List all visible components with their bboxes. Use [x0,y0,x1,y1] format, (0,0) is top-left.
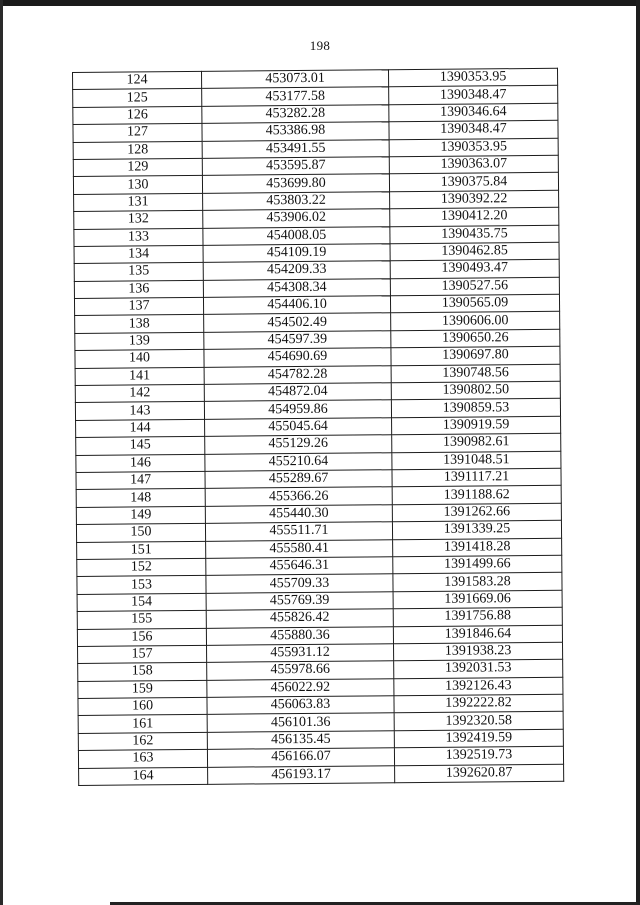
point-number-cell: 147 [76,471,205,490]
point-number-cell: 148 [76,489,205,508]
point-number-cell: 136 [74,280,203,299]
x-coordinate-cell: 455826.42 [206,609,393,628]
point-number-cell: 146 [76,454,205,473]
x-coordinate-cell: 455880.36 [206,626,393,645]
point-number-cell: 141 [75,367,204,386]
x-coordinate-cell: 453073.01 [201,70,388,89]
y-coordinate-cell: 1391117.21 [392,468,561,487]
y-coordinate-cell: 1390606.00 [391,312,560,331]
y-coordinate-cell: 1390392.22 [390,190,559,209]
point-number-cell: 153 [77,576,206,595]
y-coordinate-cell: 1392031.53 [394,660,563,679]
point-number-cell: 144 [76,419,205,438]
y-coordinate-cell: 1390363.07 [389,155,558,174]
point-number-cell: 156 [77,628,206,647]
x-coordinate-cell: 454502.49 [204,313,391,332]
y-coordinate-cell: 1390346.64 [389,103,558,122]
x-coordinate-cell: 454109.19 [203,244,390,263]
point-number-cell: 162 [78,732,207,751]
y-coordinate-cell: 1391188.62 [392,486,561,505]
point-number-cell: 126 [73,106,202,125]
x-coordinate-cell: 453386.98 [202,122,389,141]
y-coordinate-cell: 1392620.87 [395,764,564,783]
point-number-cell: 124 [73,71,202,90]
point-number-cell: 154 [77,593,206,612]
y-coordinate-cell: 1390982.61 [392,433,561,452]
point-number-cell: 145 [76,437,205,456]
y-coordinate-cell: 1392519.73 [394,746,563,765]
y-coordinate-cell: 1390493.47 [390,260,559,279]
x-coordinate-cell: 455289.67 [205,470,392,489]
y-coordinate-cell: 1390353.95 [388,68,557,87]
y-coordinate-cell: 1391048.51 [392,451,561,470]
x-coordinate-cell: 455045.64 [205,418,392,437]
scan-border-left [0,0,3,905]
x-coordinate-cell: 454690.69 [204,348,391,367]
x-coordinate-cell: 454782.28 [204,365,391,384]
x-coordinate-cell: 455769.39 [206,591,393,610]
point-number-cell: 158 [78,663,207,682]
point-number-cell: 128 [73,141,202,160]
point-number-cell: 151 [77,541,206,560]
point-number-cell: 140 [75,350,204,369]
point-number-cell: 143 [75,402,204,421]
x-coordinate-cell: 456063.83 [207,696,394,715]
point-number-cell: 150 [76,524,205,543]
x-coordinate-cell: 453282.28 [202,105,389,124]
scan-border-right [636,0,640,905]
coordinates-table-container [72,68,560,786]
y-coordinate-cell: 1390650.26 [391,329,560,348]
y-coordinate-cell: 1391756.88 [393,607,562,626]
y-coordinate-cell: 1390527.56 [390,277,559,296]
point-number-cell: 142 [75,384,204,403]
y-coordinate-cell: 1390462.85 [390,242,559,261]
point-number-cell: 127 [73,124,202,143]
point-number-cell: 134 [74,245,203,264]
x-coordinate-cell: 453906.02 [203,209,390,228]
point-number-cell: 130 [73,176,202,195]
y-coordinate-cell: 1391669.06 [393,590,562,609]
table-row [79,764,564,786]
point-number-cell: 155 [77,610,206,629]
point-number-cell: 149 [76,506,205,525]
x-coordinate-cell: 454008.05 [203,226,390,245]
point-number-cell: 164 [79,767,208,786]
point-number-cell: 159 [78,680,207,699]
point-number-cell: 139 [75,332,204,351]
x-coordinate-cell: 455366.26 [205,487,392,506]
y-coordinate-cell: 1392320.58 [394,712,563,731]
y-coordinate-cell: 1390353.95 [389,138,558,157]
y-coordinate-cell: 1391499.66 [393,555,562,574]
x-coordinate-cell: 455129.26 [205,435,392,454]
x-coordinate-cell: 456135.45 [207,731,394,750]
x-coordinate-cell: 454597.39 [204,331,391,350]
x-coordinate-cell: 454308.34 [203,278,390,297]
y-coordinate-cell: 1391846.64 [393,625,562,644]
point-number-cell: 131 [74,193,203,212]
x-coordinate-cell: 455978.66 [207,661,394,680]
y-coordinate-cell: 1391339.25 [392,520,561,539]
point-number-cell: 132 [74,210,203,229]
x-coordinate-cell: 453595.87 [202,157,389,176]
x-coordinate-cell: 455646.31 [206,557,393,576]
y-coordinate-cell: 1391262.66 [392,503,561,522]
x-coordinate-cell: 455511.71 [205,522,392,541]
point-number-cell: 161 [78,715,207,734]
point-number-cell: 160 [78,697,207,716]
y-coordinate-cell: 1391418.28 [393,538,562,557]
x-coordinate-cell: 453803.22 [203,191,390,210]
scan-border-top [0,0,640,6]
x-coordinate-cell: 453699.80 [202,174,389,193]
x-coordinate-cell: 455931.12 [207,644,394,663]
y-coordinate-cell: 1390859.53 [391,399,560,418]
page-number: 198 [309,38,331,53]
point-number-cell: 129 [73,158,202,177]
y-coordinate-cell: 1390565.09 [390,294,559,313]
y-coordinate-cell: 1390348.47 [389,120,558,139]
point-number-cell: 135 [74,263,203,282]
point-number-cell: 125 [73,89,202,108]
x-coordinate-cell: 455440.30 [205,504,392,523]
y-coordinate-cell: 1390748.56 [391,364,560,383]
point-number-cell: 138 [75,315,204,334]
x-coordinate-cell: 454209.33 [203,261,390,280]
y-coordinate-cell: 1390348.47 [389,86,558,105]
x-coordinate-cell: 454406.10 [203,296,390,315]
y-coordinate-cell: 1391938.23 [394,642,563,661]
x-coordinate-cell: 453177.58 [202,87,389,106]
x-coordinate-cell: 454959.86 [204,400,391,419]
x-coordinate-cell: 455210.64 [205,452,392,471]
y-coordinate-cell: 1390802.50 [391,381,560,400]
point-number-cell: 137 [74,297,203,316]
y-coordinate-cell: 1390375.84 [389,173,558,192]
x-coordinate-cell: 455709.33 [206,574,393,593]
coordinates-table [72,68,564,786]
x-coordinate-cell: 454872.04 [204,383,391,402]
point-number-cell: 163 [78,750,207,769]
y-coordinate-cell: 1392419.59 [394,729,563,748]
y-coordinate-cell: 1391583.28 [393,573,562,592]
y-coordinate-cell: 1390919.59 [392,416,561,435]
y-coordinate-cell: 1390697.80 [391,347,560,366]
x-coordinate-cell: 453491.55 [202,139,389,158]
x-coordinate-cell: 456101.36 [207,713,394,732]
y-coordinate-cell: 1390435.75 [390,225,559,244]
y-coordinate-cell: 1390412.20 [390,207,559,226]
coordinates-table-body [73,68,564,785]
point-number-cell: 152 [77,558,206,577]
x-coordinate-cell: 456022.92 [207,678,394,697]
y-coordinate-cell: 1392126.43 [394,677,563,696]
point-number-cell: 133 [74,228,203,247]
y-coordinate-cell: 1392222.82 [394,694,563,713]
x-coordinate-cell: 456166.07 [207,748,394,767]
x-coordinate-cell: 455580.41 [206,539,393,558]
x-coordinate-cell: 456193.17 [208,765,395,784]
point-number-cell: 157 [78,645,207,664]
